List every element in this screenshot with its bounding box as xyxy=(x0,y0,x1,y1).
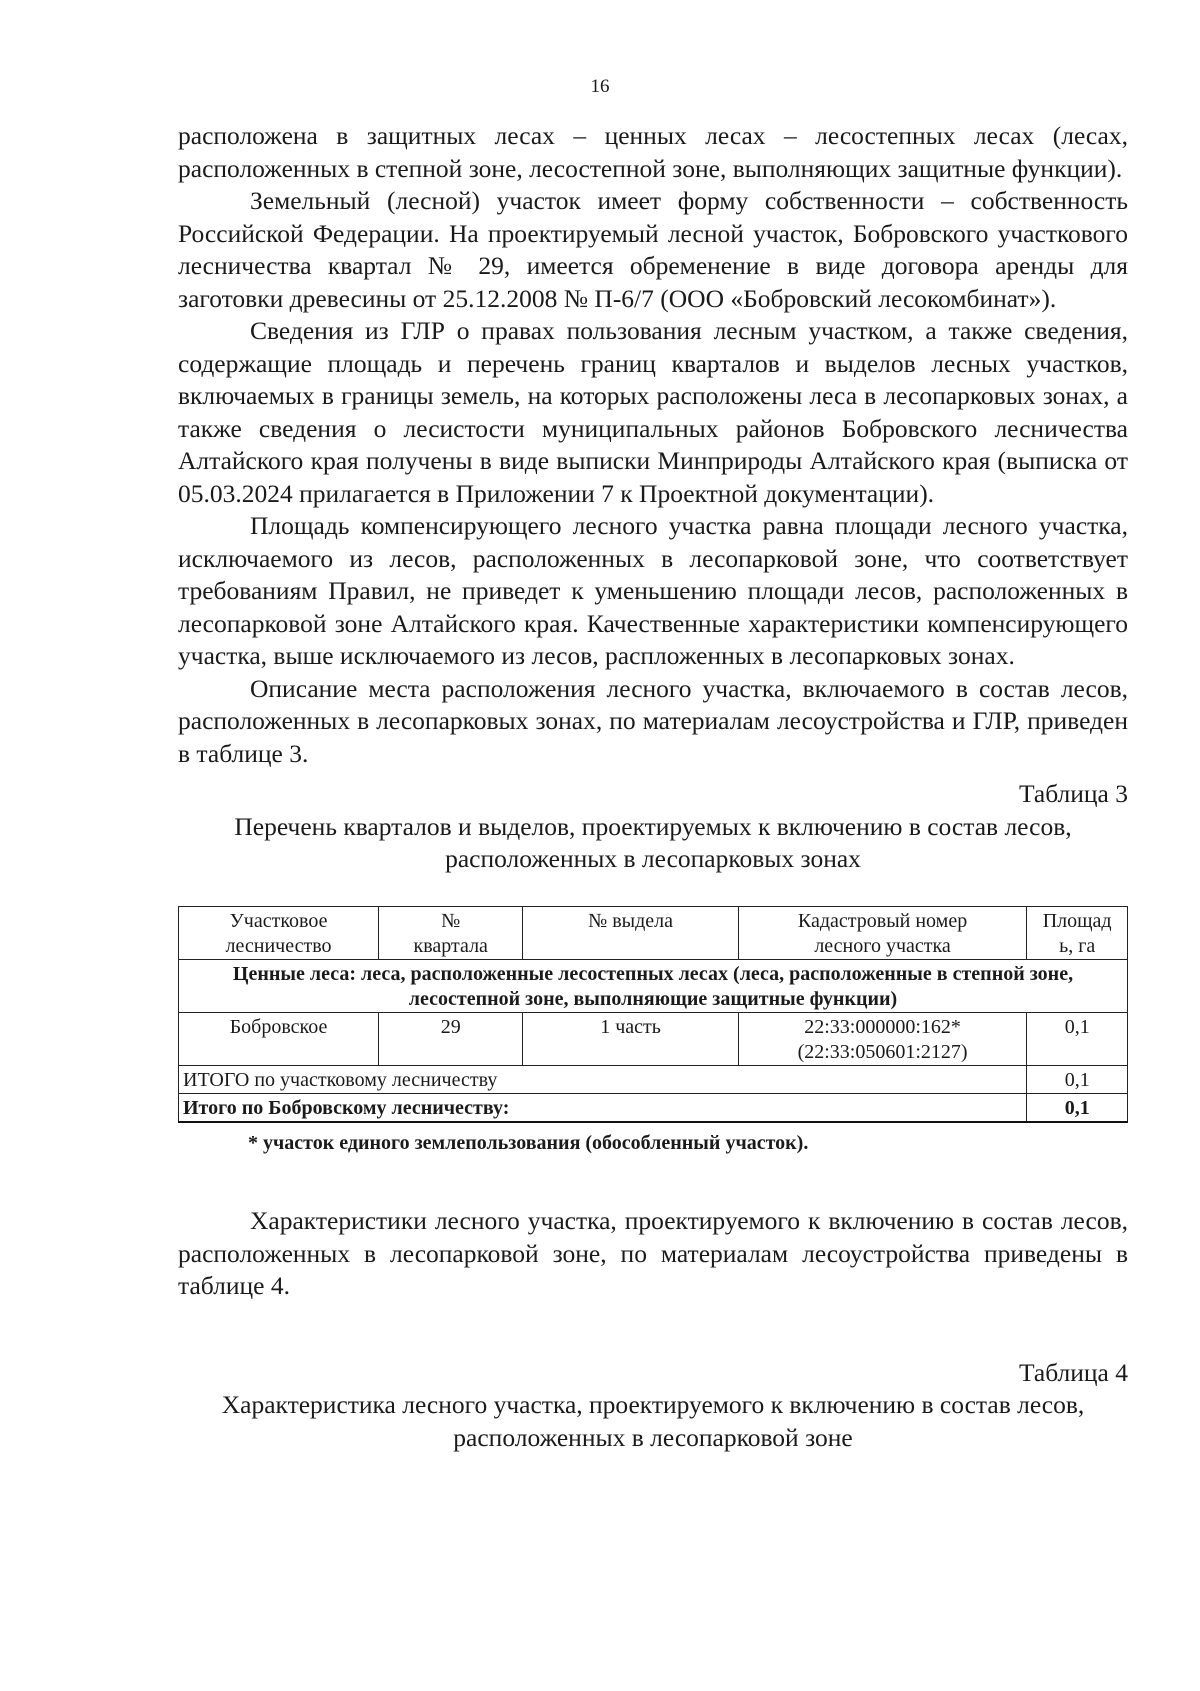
header-quarter: № квартала xyxy=(379,906,523,959)
paragraph-location: Описание места расположения лесного участка, включаемого в состав лесов, расположенных в лесопарковых зонах, по материалам лесоустройства и ГЛР, приведен в таблице 3. xyxy=(178,673,1128,768)
header-section: № выдела xyxy=(523,906,738,959)
table3-label: Таблица 3 xyxy=(1018,779,1128,808)
table4-title: Характеристика лесного участка, проектируемого к включению в состав лесов, расположенных в лесопарковой зоне xyxy=(221,1390,1085,1452)
cell-quarter: 29 xyxy=(379,1012,523,1065)
page-number: 16 xyxy=(590,76,610,97)
cell-area: 0,1 xyxy=(1027,1012,1128,1065)
table3-footnote: * участок единого землепользования (обособленный участок). xyxy=(248,1131,809,1154)
table3-title: Перечень кварталов и выделов, проектируемых к включению в состав лесов, расположенных в лесопарковых зонах xyxy=(234,811,1072,873)
table3-header-row xyxy=(179,906,1128,959)
paragraph-compensation: Площадь компенсирующего лесного участка равна площади лесного участка, исключаемого из лесов, расположенных в лесопарковой зоне, что соответствует требованиям Правил, не приведет к уменьшению площади лесов, расположенных в лесопарковой зоне Алтайского края. Качественные характеристики компенсирующего участка, выше исключаемого из лесов, распложенных в лесопарковых зонах. xyxy=(178,511,1128,670)
table4-label: Таблица 4 xyxy=(1018,1357,1128,1387)
document-body xyxy=(178,120,1128,1454)
cell-forestry: Бобровское xyxy=(179,1012,379,1065)
subtotal-label: ИТОГО по участковому лесничеству xyxy=(179,1065,1027,1093)
table3-group-row xyxy=(179,959,1128,1012)
total-label: Итого по Бобровскому лесничеству: xyxy=(179,1093,1027,1122)
paragraph-ownership: Земельный (лесной) участок имеет форму собственности – собственность Российской Федерации. На проектируемый лесной участок, Бобровского участкового лесничества квартал № 29, имеется обременение в виде договора аренды для заготовки древесины от 25.12.2008 № П-6/7 (ООО «Бобровский лесокомбинат»). xyxy=(178,186,1128,313)
subtotal-row xyxy=(179,1065,1128,1093)
header-forestry: Участковое лесничество xyxy=(179,906,379,959)
cell-cadastral: 22:33:000000:162* (22:33:050601:2127) xyxy=(738,1012,1027,1065)
subtotal-value: 0,1 xyxy=(1027,1065,1128,1093)
cell-section: 1 часть xyxy=(523,1012,738,1065)
header-area: Площад ь, га xyxy=(1027,906,1128,959)
total-value: 0,1 xyxy=(1027,1093,1128,1122)
paragraph-continuation: расположена в защитных лесах – ценных лесах – лесостепных лесах (лесах, расположенных в степной зоне, лесостепной зоне, выполняющих защитные функции). xyxy=(178,121,1128,183)
paragraph-glr-info: Сведения из ГЛР о правах пользования лесным участком, а также сведения, содержащие площадь и перечень границ кварталов и выделов лесных участков, включаемых в границы земель, на которых расположены леса в лесопарковых зонах, а также сведения о лесистости муниципальных районов Бобровского лесничества Алтайского края получены в виде выписки Минприроды Алтайского края (выписка от 05.03.2024 прилагается в Приложении 7 к Проектной документации). xyxy=(178,316,1128,508)
total-row xyxy=(179,1093,1128,1122)
table-row xyxy=(179,1012,1128,1065)
paragraph-table4-intro: Характеристики лесного участка, проектируемого к включению в состав лесов, расположенных в лесопарковой зоне, по материалам лесоустройства приведены в таблице 4. xyxy=(178,1206,1128,1300)
group-heading: Ценные леса: леса, расположенные лесостепных лесах (леса, расположенные в степной зоне, лесостепной зоне, выполняющие защитные функции) xyxy=(179,959,1128,1012)
table3 xyxy=(178,906,1128,1123)
header-cadastral: Кадастровый номер лесного участка xyxy=(738,906,1027,959)
